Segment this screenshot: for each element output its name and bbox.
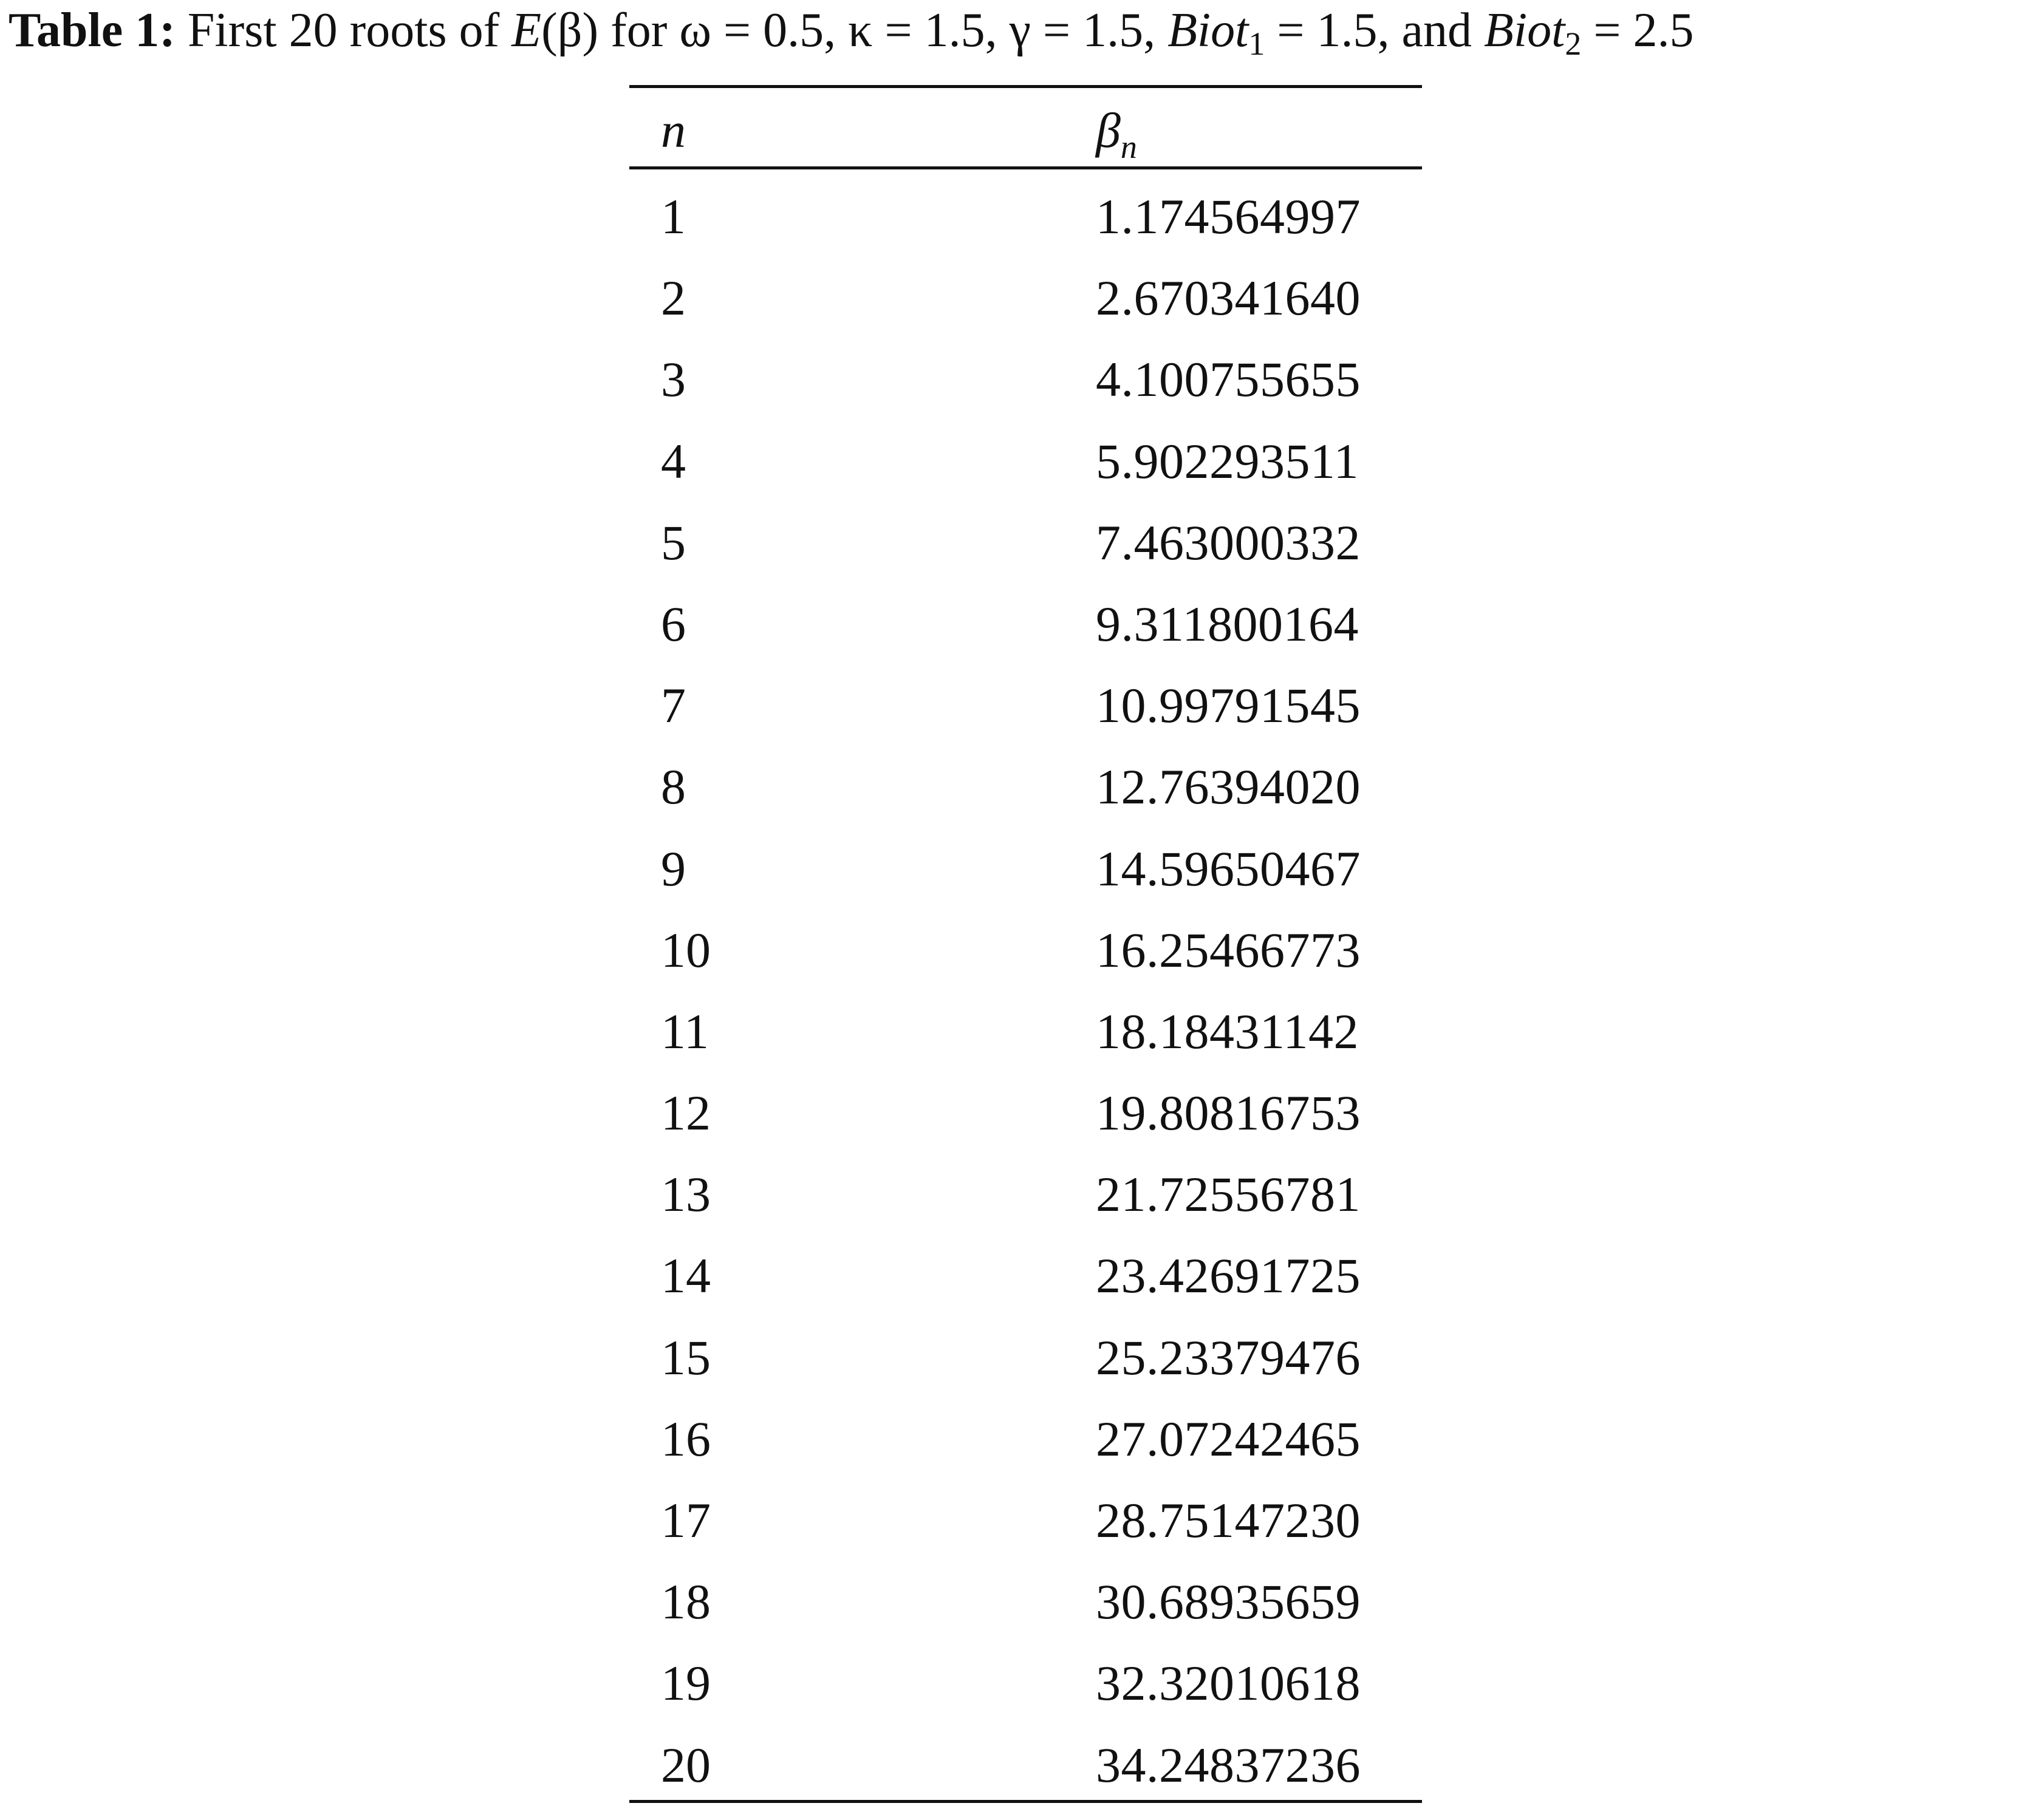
table-row: [629, 1480, 1422, 1561]
cell-n: 3: [661, 352, 686, 407]
cell-n: 16: [661, 1411, 711, 1467]
header-beta-symbol: β: [1096, 103, 1121, 158]
caption-for: for: [610, 4, 668, 57]
table-caption: [9, 1, 2037, 60]
caption-function-arg: (β): [541, 4, 599, 57]
cell-beta: 30.68935659: [1096, 1574, 1361, 1630]
caption-biot1-name: Biot: [1167, 4, 1249, 57]
cell-beta: 14.59650467: [1096, 840, 1361, 896]
table-header-row: [629, 102, 1422, 163]
table-row: [629, 584, 1422, 665]
caption-biot2-value: = 2.5: [1593, 4, 1694, 57]
cell-n: 17: [661, 1493, 711, 1548]
table-row: [629, 1317, 1422, 1399]
table-row: [629, 1725, 1422, 1806]
table-row: [629, 665, 1422, 746]
header-n: n: [661, 103, 686, 158]
cell-n: 5: [661, 514, 686, 570]
cell-n: 1: [661, 189, 686, 244]
table-body: [629, 176, 1422, 1806]
table-row: [629, 502, 1422, 584]
cell-n: 14: [661, 1248, 711, 1304]
table-row: [629, 1643, 1422, 1724]
table-row: [629, 1561, 1422, 1643]
table-row: [629, 257, 1422, 339]
table-top-rule: [629, 85, 1422, 88]
table-row: [629, 176, 1422, 257]
cell-n: 20: [661, 1737, 711, 1793]
caption-function: E: [511, 4, 542, 57]
cell-n: 19: [661, 1655, 711, 1711]
caption-params: ω = 0.5, κ = 1.5, γ = 1.5,: [679, 4, 1156, 57]
cell-beta: 5.902293511: [1096, 433, 1359, 489]
table-row: [629, 339, 1422, 420]
cell-n: 8: [661, 759, 686, 815]
cell-n: 13: [661, 1167, 711, 1222]
cell-beta: 10.99791545: [1096, 678, 1361, 734]
cell-beta: 34.24837236: [1096, 1737, 1361, 1793]
table-row: [629, 991, 1422, 1072]
cell-beta: 32.32010618: [1096, 1655, 1361, 1711]
table-row: [629, 1154, 1422, 1235]
cell-n: 7: [661, 678, 686, 734]
cell-n: 12: [661, 1085, 711, 1141]
caption-biot2-name: Biot: [1484, 4, 1565, 57]
cell-n: 6: [661, 596, 686, 652]
caption-biot2-sub: 2: [1565, 26, 1582, 62]
cell-n: 15: [661, 1329, 711, 1385]
cell-beta: 16.25466773: [1096, 922, 1361, 978]
table-header-rule: [629, 166, 1422, 169]
cell-n: 2: [661, 270, 686, 326]
cell-n: 10: [661, 922, 711, 978]
caption-label: Table 1:: [9, 4, 176, 57]
header-beta: [1096, 102, 1137, 165]
table-row: [629, 421, 1422, 502]
cell-beta: 27.07242465: [1096, 1411, 1361, 1467]
table-row: [629, 910, 1422, 991]
cell-n: 9: [661, 840, 686, 896]
cell-beta: 18.18431142: [1096, 1003, 1359, 1059]
table-row: [629, 1399, 1422, 1480]
caption-biot1-value: = 1.5, and: [1277, 4, 1472, 57]
cell-beta: 12.76394020: [1096, 759, 1361, 815]
cell-beta: 21.72556781: [1096, 1167, 1361, 1222]
table-row: [629, 828, 1422, 910]
cell-beta: 19.80816753: [1096, 1085, 1361, 1141]
table-bottom-rule: [629, 1800, 1422, 1803]
table-row: [629, 1235, 1422, 1317]
cell-beta: 4.100755655: [1096, 352, 1361, 407]
cell-n: 18: [661, 1574, 711, 1630]
header-beta-subscript: n: [1120, 129, 1137, 165]
caption-text: First 20 roots of: [187, 4, 500, 57]
cell-beta: 23.42691725: [1096, 1248, 1361, 1304]
caption-biot1-sub: 1: [1248, 26, 1265, 62]
cell-beta: 25.23379476: [1096, 1329, 1361, 1385]
table-row: [629, 1072, 1422, 1154]
cell-beta: 7.463000332: [1096, 514, 1361, 570]
cell-beta: 2.670341640: [1096, 270, 1361, 326]
table-row: [629, 746, 1422, 828]
cell-n: 4: [661, 433, 686, 489]
cell-beta: 1.174564997: [1096, 189, 1361, 244]
cell-beta: 9.311800164: [1096, 596, 1359, 652]
cell-beta: 28.75147230: [1096, 1493, 1361, 1548]
cell-n: 11: [661, 1003, 709, 1059]
